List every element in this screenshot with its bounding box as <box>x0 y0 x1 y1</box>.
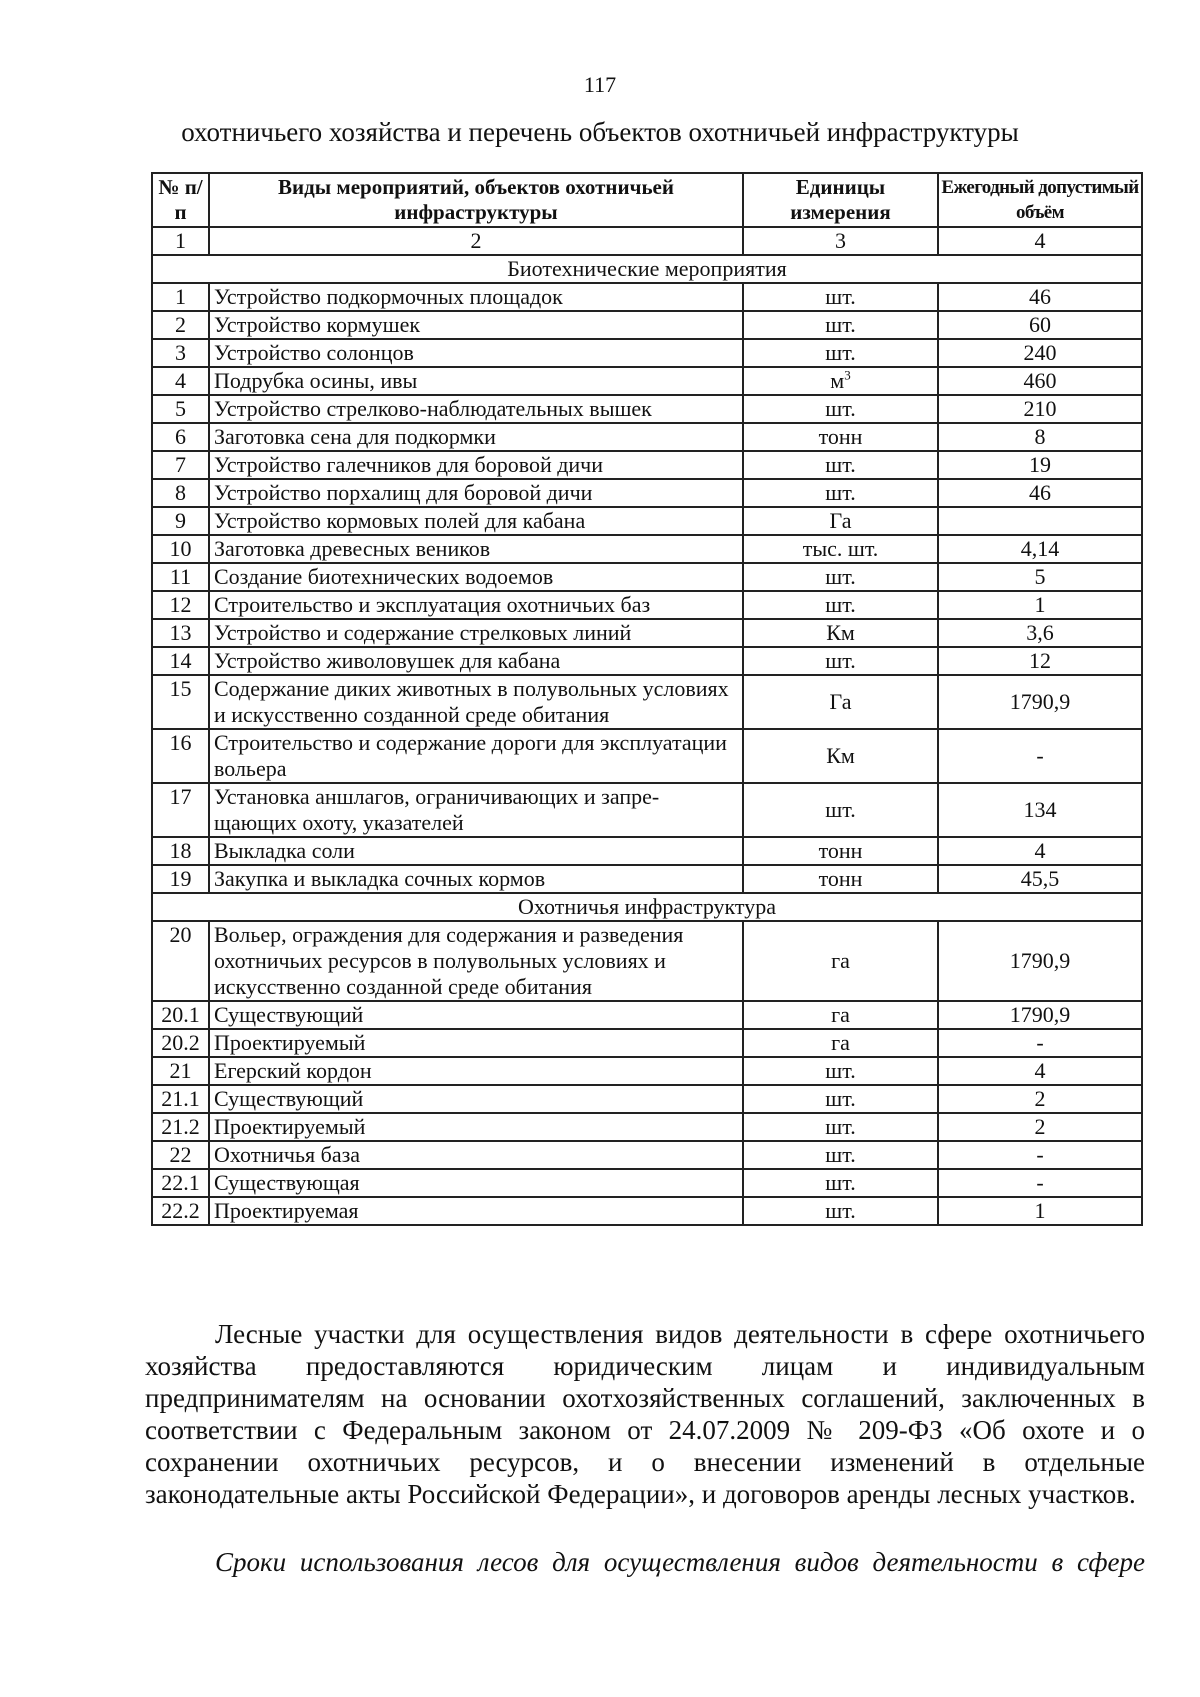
row-value <box>938 1029 1142 1057</box>
italic-paragraph: Сроки использования лесов для осуществления видов деятельности в сфере <box>215 1547 1145 1577</box>
row-number <box>152 591 209 619</box>
header-value: Ежегодный допустимый объём <box>938 173 1142 227</box>
row-value-text: - <box>1036 1030 1044 1055</box>
table-row <box>152 395 1142 423</box>
row-number-text: 22.1 <box>161 1170 200 1195</box>
table-row <box>152 729 1142 783</box>
row-unit <box>743 563 938 591</box>
row-unit-text: шт. <box>825 1114 856 1139</box>
row-name-text: Содержание диких животных в полувольных условиях и искусственно созданной среде обитания <box>214 676 729 727</box>
row-unit-text: га <box>831 1030 850 1055</box>
row-name <box>209 647 743 675</box>
row-number-text: 6 <box>175 424 186 449</box>
row-value <box>938 311 1142 339</box>
row-number <box>152 395 209 423</box>
row-value <box>938 1113 1142 1141</box>
row-number-text: 9 <box>175 508 186 533</box>
row-unit <box>743 339 938 367</box>
row-name <box>209 783 743 837</box>
table-row <box>152 783 1142 837</box>
row-unit-text: тонн <box>818 424 863 449</box>
table-row <box>152 647 1142 675</box>
row-number-text: 19 <box>169 866 192 891</box>
row-name-text: Устройство живоловушек для кабана <box>214 648 561 673</box>
row-unit-text: шт. <box>825 564 856 589</box>
table-row <box>152 423 1142 451</box>
row-name <box>209 619 743 647</box>
row-number-text: 18 <box>169 838 192 863</box>
row-name-text: Создание биотехнических водоемов <box>214 564 554 589</box>
row-value <box>938 451 1142 479</box>
row-unit-text: м <box>830 368 845 393</box>
row-number <box>152 423 209 451</box>
row-name-text: Заготовка сена для подкормки <box>214 424 496 449</box>
row-number <box>152 1001 209 1029</box>
row-number <box>152 675 209 729</box>
table-row <box>152 367 1142 395</box>
row-name-text: Устройство подкормочных площадок <box>214 284 563 309</box>
row-number-text: 20 <box>169 922 192 947</box>
row-value <box>938 865 1142 893</box>
row-value-text: 1790,9 <box>1009 948 1071 973</box>
row-name-text: Существующая <box>214 1170 360 1195</box>
row-value-text: 2 <box>1034 1086 1046 1111</box>
row-unit-text: шт. <box>825 480 856 505</box>
row-value <box>938 647 1142 675</box>
row-name <box>209 507 743 535</box>
table-row <box>152 1169 1142 1197</box>
row-name-text: Устройство кормовых полей для кабана <box>214 508 586 533</box>
row-number <box>152 535 209 563</box>
row-name <box>209 423 743 451</box>
row-number-text: 21.1 <box>161 1086 200 1111</box>
row-unit <box>743 423 938 451</box>
row-value <box>938 563 1142 591</box>
row-value-text: 210 <box>1023 396 1057 421</box>
row-value <box>938 1169 1142 1197</box>
row-value <box>938 367 1142 395</box>
row-name <box>209 675 743 729</box>
row-number-text: 21.2 <box>161 1114 200 1139</box>
row-unit <box>743 367 938 395</box>
header-num: № п/п <box>152 173 209 227</box>
table-row <box>152 1113 1142 1141</box>
row-value <box>938 1001 1142 1029</box>
row-unit-text: Км <box>826 620 855 645</box>
row-value <box>938 1141 1142 1169</box>
table-row <box>152 283 1142 311</box>
section-title: Охотничья инфраструктура <box>152 893 1142 921</box>
row-value-text: 60 <box>1029 312 1051 337</box>
row-number <box>152 1197 209 1225</box>
row-name-text: Выкладка соли <box>214 838 355 863</box>
table-body <box>152 255 1142 1225</box>
row-name <box>209 591 743 619</box>
row-number <box>152 837 209 865</box>
row-unit <box>743 1029 938 1057</box>
table-row <box>152 837 1142 865</box>
table-row <box>152 1001 1142 1029</box>
row-unit-text: тыс. шт. <box>802 536 879 561</box>
row-number <box>152 283 209 311</box>
row-unit <box>743 283 938 311</box>
row-unit <box>743 1169 938 1197</box>
row-unit <box>743 619 938 647</box>
row-unit-text: шт. <box>825 592 856 617</box>
row-unit-text: га <box>831 948 850 973</box>
row-unit <box>743 675 938 729</box>
row-name-text: Проектируемый <box>214 1030 366 1055</box>
row-value-text: 1790,9 <box>1009 689 1071 714</box>
row-number <box>152 647 209 675</box>
row-number-text: 22.2 <box>161 1198 200 1223</box>
row-name-text: Строительство и содержание дороги для эксплуатации вольера <box>214 730 727 781</box>
row-name-text: Проектируемый <box>214 1114 366 1139</box>
table-row <box>152 1141 1142 1169</box>
table-row <box>152 535 1142 563</box>
main-paragraph: Лесные участки для осуществления видов деятельности в сфере охотничьего хозяйства предоставляются юридическим лицам и индивидуальным предпринимателям на основании охотхозяйственных соглашений, заключенных в соответствии с Федеральным законом от 24.07.2009 № 209-ФЗ «Об охоте и о сохранении охотничьих ресурсов, и о внесении изменений в отдельные законодательные акты Российской Федерации», и договоров аренды лесных участков. <box>145 1319 1145 1509</box>
row-unit <box>743 535 938 563</box>
row-value-text: 2 <box>1034 1114 1046 1139</box>
row-unit-text: шт. <box>825 1086 856 1111</box>
column-index: 1 <box>152 227 209 255</box>
row-number <box>152 619 209 647</box>
row-name-text: Проектируемая <box>214 1198 359 1223</box>
row-name-text: Заготовка древесных веников <box>214 536 491 561</box>
row-name <box>209 311 743 339</box>
row-name <box>209 283 743 311</box>
row-unit-text: шт. <box>825 1142 856 1167</box>
row-value-text: 46 <box>1029 284 1051 309</box>
table-row <box>152 865 1142 893</box>
row-name <box>209 1197 743 1225</box>
row-name-text: Устройство и содержание стрелковых линий <box>214 620 632 645</box>
header-unit: Единицы измерения <box>743 173 938 227</box>
row-name <box>209 367 743 395</box>
row-name-text: Егерский кордон <box>214 1058 372 1083</box>
row-number-text: 11 <box>169 564 192 589</box>
row-unit-text: Км <box>826 743 855 768</box>
row-unit <box>743 647 938 675</box>
row-value-text: 134 <box>1023 797 1057 822</box>
row-number-text: 12 <box>169 592 192 617</box>
row-value-text: - <box>1036 1142 1044 1167</box>
row-name-text: Устройство солонцов <box>214 340 414 365</box>
row-unit-text: шт. <box>825 452 856 477</box>
row-unit <box>743 729 938 783</box>
row-value <box>938 783 1142 837</box>
row-name-text: Существующий <box>214 1086 364 1111</box>
row-value-text: 19 <box>1029 452 1051 477</box>
page-number: 117 <box>583 72 617 97</box>
row-number-text: 16 <box>169 730 192 755</box>
row-value <box>938 1057 1142 1085</box>
row-unit-text: шт. <box>825 648 856 673</box>
row-number-text: 2 <box>175 312 186 337</box>
row-name-text: Устройство галечников для боровой дичи <box>214 452 604 477</box>
row-value-text: 4 <box>1034 838 1046 863</box>
column-index: 2 <box>209 227 743 255</box>
row-name <box>209 1085 743 1113</box>
table-row <box>152 1029 1142 1057</box>
row-unit <box>743 1197 938 1225</box>
row-value <box>938 619 1142 647</box>
row-unit <box>743 1141 938 1169</box>
table-row <box>152 1085 1142 1113</box>
table-row <box>152 311 1142 339</box>
row-number-text: 20.2 <box>161 1030 200 1055</box>
table-row <box>152 339 1142 367</box>
row-number <box>152 1169 209 1197</box>
row-number-text: 7 <box>175 452 186 477</box>
row-value <box>938 837 1142 865</box>
table-row <box>152 507 1142 535</box>
table-row <box>152 451 1142 479</box>
row-name <box>209 339 743 367</box>
row-number-text: 15 <box>169 676 192 701</box>
row-name <box>209 479 743 507</box>
row-unit <box>743 311 938 339</box>
page-heading: охотничьего хозяйства и перечень объектов охотничьей инфраструктуры <box>181 117 1019 147</box>
row-unit <box>743 591 938 619</box>
row-name <box>209 395 743 423</box>
row-name <box>209 837 743 865</box>
table-header-row <box>152 173 1142 227</box>
row-name <box>209 1169 743 1197</box>
row-value <box>938 1197 1142 1225</box>
row-value-text: 4,14 <box>1020 536 1060 561</box>
row-unit-text: тонн <box>818 866 863 891</box>
row-value-text: 1 <box>1034 592 1046 617</box>
row-name-text: Закупка и выкладка сочных кормов <box>214 866 546 891</box>
row-name-text: Устройство порхалищ для боровой дичи <box>214 480 593 505</box>
row-unit <box>743 783 938 837</box>
row-name-text: Существующий <box>214 1002 364 1027</box>
row-name-text: Подрубка осины, ивы <box>214 368 418 393</box>
unit-superscript: 3 <box>844 367 851 383</box>
row-name-text: Вольер, ограждения для содержания и разведения охотничьих ресурсов в полувольных условиях и искусственно созданной среде обитания <box>214 922 684 999</box>
row-value <box>938 1085 1142 1113</box>
row-value-text: 8 <box>1034 424 1046 449</box>
row-name-text: Устройство стрелково-наблюдательных вышек <box>214 396 652 421</box>
row-number <box>152 563 209 591</box>
row-number <box>152 339 209 367</box>
row-number-text: 17 <box>169 784 192 809</box>
row-number-text: 22 <box>169 1142 192 1167</box>
row-number <box>152 783 209 837</box>
row-unit <box>743 1085 938 1113</box>
row-number <box>152 1113 209 1141</box>
row-unit-text: Га <box>829 508 852 533</box>
row-value <box>938 423 1142 451</box>
table-row <box>152 921 1142 1001</box>
row-name <box>209 1113 743 1141</box>
row-number-text: 3 <box>175 340 186 365</box>
row-unit <box>743 1113 938 1141</box>
row-unit-text: га <box>831 1002 850 1027</box>
row-name <box>209 1057 743 1085</box>
row-unit <box>743 451 938 479</box>
row-value-text: 46 <box>1029 480 1051 505</box>
row-number <box>152 921 209 1001</box>
row-value <box>938 535 1142 563</box>
row-number <box>152 1085 209 1113</box>
row-name <box>209 563 743 591</box>
row-number-text: 13 <box>169 620 192 645</box>
row-value-text: 5 <box>1034 564 1046 589</box>
row-value <box>938 395 1142 423</box>
row-unit <box>743 479 938 507</box>
row-number <box>152 1141 209 1169</box>
row-name-text: Охотничья база <box>214 1142 361 1167</box>
row-value-text: 4 <box>1034 1058 1046 1083</box>
row-unit <box>743 507 938 535</box>
row-unit-text: шт. <box>825 1058 856 1083</box>
row-number-text: 14 <box>169 648 192 673</box>
section-title-row <box>152 893 1142 921</box>
row-unit <box>743 1001 938 1029</box>
row-value-text: - <box>1036 743 1044 768</box>
row-value-text: 460 <box>1023 368 1057 393</box>
row-value-text: 3,6 <box>1026 620 1054 645</box>
row-number <box>152 479 209 507</box>
row-unit <box>743 395 938 423</box>
column-index: 4 <box>938 227 1142 255</box>
table-row <box>152 675 1142 729</box>
row-unit-text: шт. <box>825 1198 856 1223</box>
row-name <box>209 1029 743 1057</box>
row-number <box>152 507 209 535</box>
row-number <box>152 1029 209 1057</box>
row-name <box>209 451 743 479</box>
row-number-text: 4 <box>175 368 186 393</box>
row-value <box>938 675 1142 729</box>
row-name <box>209 535 743 563</box>
row-value-text: 1 <box>1034 1198 1046 1223</box>
row-unit-text: тонн <box>818 838 863 863</box>
row-name-text: Строительство и эксплуатация охотничьих баз <box>214 592 651 617</box>
row-value-text: 45,5 <box>1020 866 1060 891</box>
row-unit <box>743 865 938 893</box>
row-unit-text: шт. <box>825 284 856 309</box>
row-unit-text: шт. <box>825 312 856 337</box>
row-value <box>938 479 1142 507</box>
row-value <box>938 921 1142 1001</box>
row-number-text: 10 <box>169 536 192 561</box>
row-unit <box>743 1057 938 1085</box>
row-unit-text: шт. <box>825 396 856 421</box>
column-index: 3 <box>743 227 938 255</box>
table-row <box>152 479 1142 507</box>
row-name <box>209 865 743 893</box>
row-value <box>938 591 1142 619</box>
row-number-text: 5 <box>175 396 186 421</box>
row-name <box>209 1001 743 1029</box>
row-value <box>938 729 1142 783</box>
row-number <box>152 311 209 339</box>
row-number-text: 21 <box>169 1058 192 1083</box>
row-unit <box>743 837 938 865</box>
row-name-text: Установка аншлагов, ограничивающих и запре-щающих охоту, указателей <box>214 784 660 835</box>
table-row <box>152 591 1142 619</box>
row-unit-text: шт. <box>825 1170 856 1195</box>
row-value-text: 12 <box>1029 648 1051 673</box>
row-name <box>209 729 743 783</box>
row-number <box>152 367 209 395</box>
table-row <box>152 1197 1142 1225</box>
row-value-text: - <box>1036 1170 1044 1195</box>
row-number <box>152 729 209 783</box>
header-name: Виды мероприятий, объектов охотничьей инфраструктуры <box>209 173 743 227</box>
row-number <box>152 1057 209 1085</box>
row-value <box>938 339 1142 367</box>
table-row <box>152 563 1142 591</box>
row-value-text: 1790,9 <box>1009 1002 1071 1027</box>
row-number <box>152 451 209 479</box>
activities-table <box>151 172 1143 1226</box>
row-name-text: Устройство кормушек <box>214 312 421 337</box>
row-number-text: 20.1 <box>161 1002 200 1027</box>
row-name <box>209 1141 743 1169</box>
column-index-row <box>152 227 1142 255</box>
row-unit-text: шт. <box>825 797 856 822</box>
row-number <box>152 865 209 893</box>
table-row <box>152 619 1142 647</box>
row-number-text: 8 <box>175 480 186 505</box>
row-value <box>938 507 1142 535</box>
row-name <box>209 921 743 1001</box>
row-unit <box>743 921 938 1001</box>
row-unit-text: Га <box>829 689 852 714</box>
row-unit-text: шт. <box>825 340 856 365</box>
section-title: Биотехнические мероприятия <box>152 255 1142 283</box>
section-title-row <box>152 255 1142 283</box>
row-number-text: 1 <box>175 284 186 309</box>
row-value-text: 240 <box>1023 340 1057 365</box>
table-row <box>152 1057 1142 1085</box>
row-value <box>938 283 1142 311</box>
